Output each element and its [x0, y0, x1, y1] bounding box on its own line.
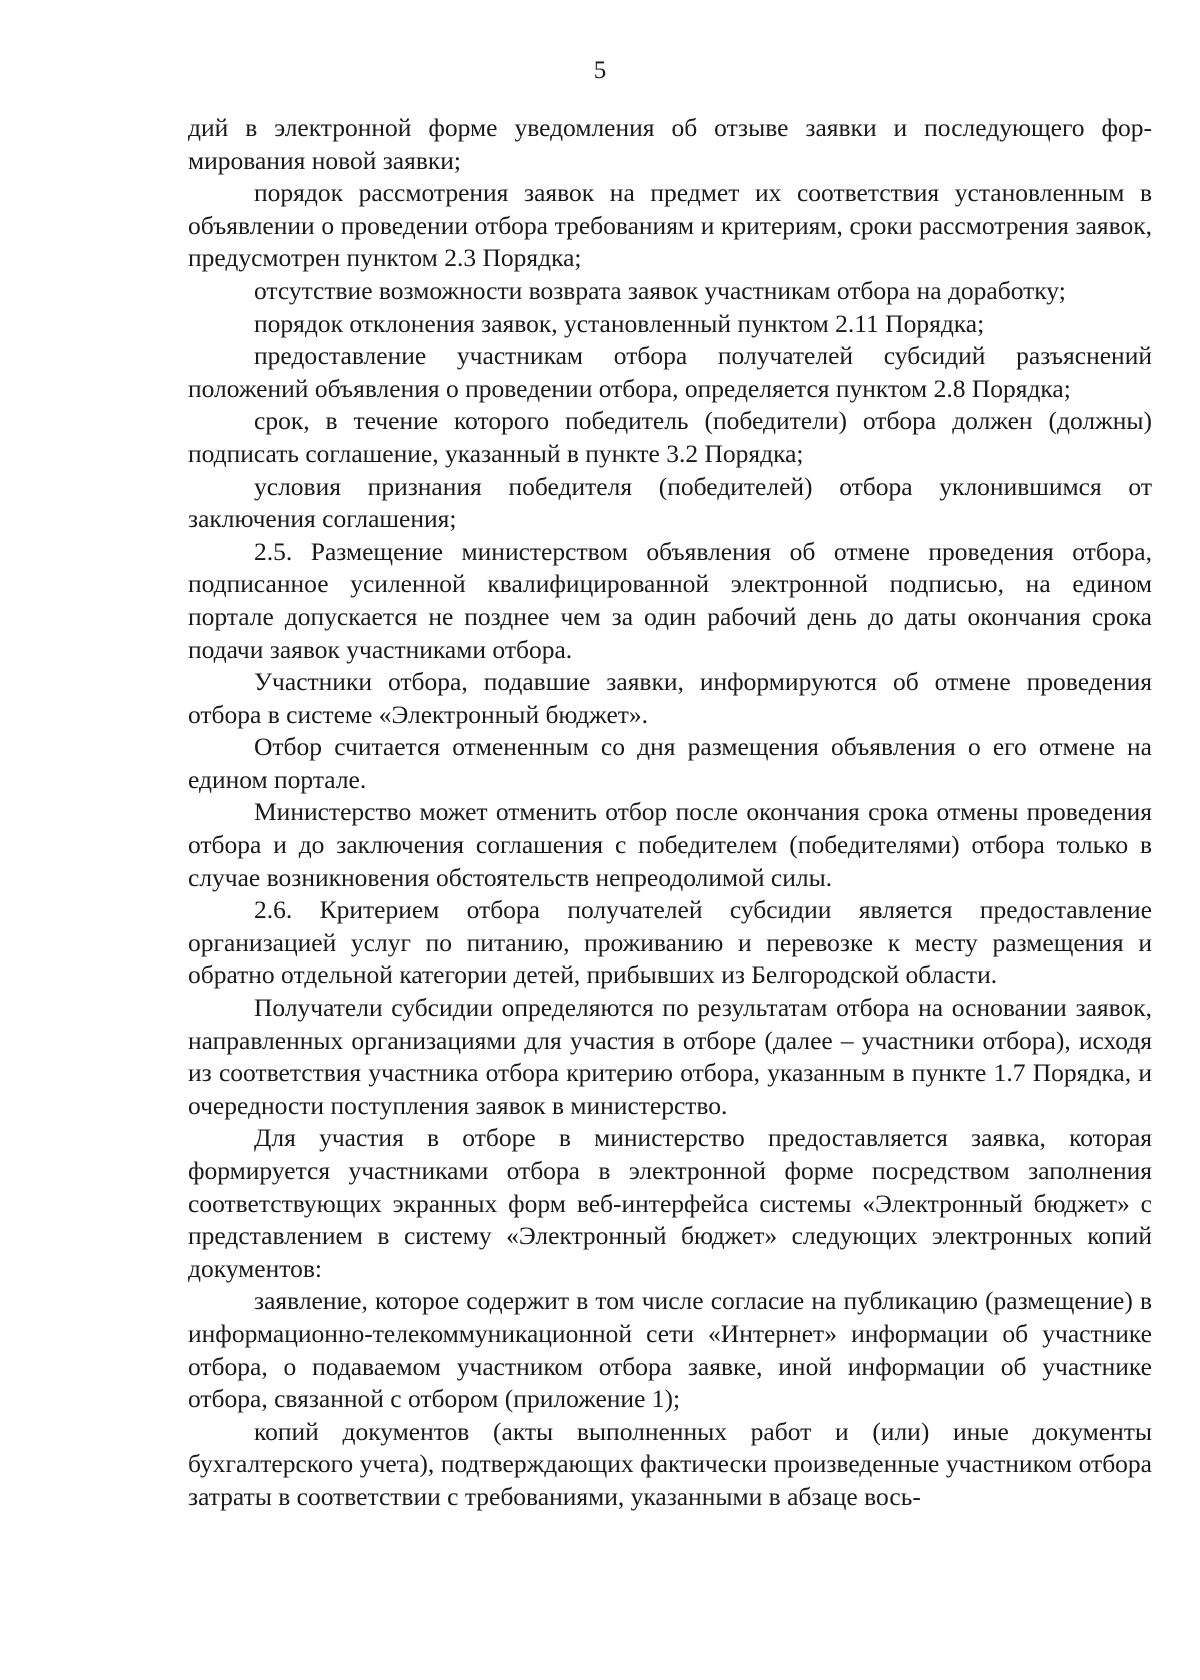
paragraph: порядок рассмотрения заявок на предмет их соответствия установленным в объявлении о проведении отбора требованиям и критериям, сроки рассмотрения заявок, предусмотрен пунктом 2.3 Порядка; — [188, 178, 1152, 273]
paragraph: срок, в течение которого победитель (победители) отбора должен (должны) подписать соглашение, указанный в пункте 3.2 Порядка; — [188, 406, 1152, 468]
paragraph: Отбор считается отмененным со дня размещения объявления о его отмене на едином портале. — [188, 732, 1152, 794]
document-body — [188, 112, 1152, 1514]
page-number: 5 — [593, 57, 607, 84]
paragraph: копий документов (акты выполненных работ и (или) иные документы бухгалтерского учета), подтверждающих фактически произведенные участником отбора затраты в соответствии с требованиями, указанными в абзаце вось- — [188, 1416, 1152, 1511]
paragraph: Получатели субсидии определяются по результатам отбора на основании заявок, направленных организациями для участия в отборе (далее – участники отбора), исходя из соответствия участника отбора критерию отбора, указанным в пункте 1.7 Порядка, и очередности поступления заявок в министерство. — [188, 993, 1152, 1120]
paragraph: 2.6. Критерием отбора получателей субсидии является предоставление организацией услуг по питанию, проживанию и перевозке к месту размещения и обратно отдельной категории детей, прибывших из Белгородской области. — [188, 895, 1152, 990]
paragraph: 2.5. Размещение министерством объявления об отмене проведения отбора, подписанное усиленной квалифицированной электронной подписью, на едином портале допускается не позднее чем за один рабочий день до даты окончания срока подачи заявок участниками отбора. — [188, 536, 1152, 664]
paragraph: заявление, которое содержит в том числе согласие на публикацию (размещение) в информационно-телекоммуникационной сети «Интернет» информации об участнике отбора, о подаваемом участником отбора заявке, иной информации об участнике отбора, связанной с отбором (приложение 1); — [188, 1286, 1152, 1414]
paragraph: дий в электронной форме уведомления об отзыве заявки и последующего формирования новой заявки; — [188, 113, 1152, 175]
paragraph: отсутствие возможности возврата заявок участникам отбора на доработку; — [254, 275, 1066, 305]
paragraph: Для участия в отборе в министерство предоставляется заявка, которая формируется участниками отбора в электронной форме посредством заполнения соответствующих экранных форм веб-интерфейса системы «Электронный бюджет» с представлением в систему «Электронный бюджет» следующих электронных копий документов: — [188, 1123, 1152, 1283]
paragraph: условия признания победителя (победителей) отбора уклонившимся от заключения соглашения; — [188, 471, 1152, 534]
paragraph: Министерство может отменить отбор после окончания срока отмены проведения отбора и до заключения соглашения с победителем (победителями) отбора только в случае возникновения обстоятельств непреодолимой силы. — [188, 797, 1152, 892]
paragraph: Участники отбора, подавшие заявки, информируются об отмене проведения отбора в системе «Электронный бюджет». — [188, 667, 1152, 729]
paragraph: порядок отклонения заявок, установленный пунктом 2.11 Порядка; — [254, 308, 985, 338]
paragraph: предоставление участникам отбора получателей субсидий разъяснений положений объявления о проведении отбора, определяется пунктом 2.8 Порядка; — [188, 341, 1152, 403]
